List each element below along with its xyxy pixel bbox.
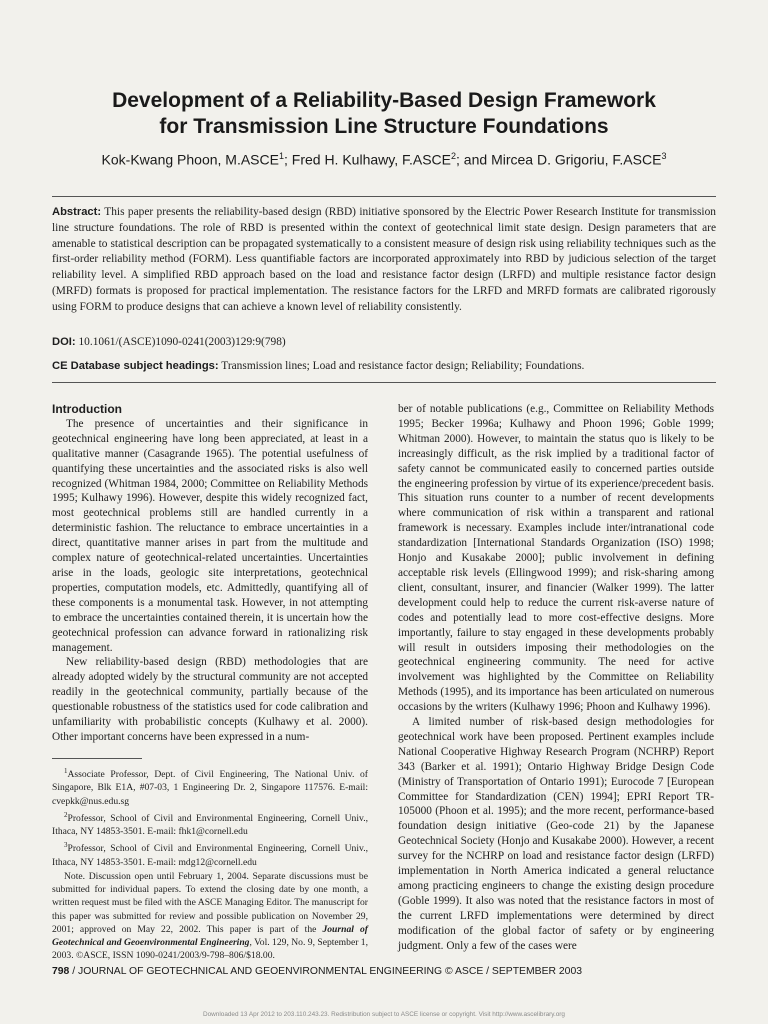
footnote: $^3$Professor, School of Civil and Environmental Engineering, Cornell Univ., Ithaca, NY 14853-3501. E-mail: mdg12@cornell.edu <box>52 841 368 868</box>
author-separator: ; and <box>456 151 492 168</box>
top-divider <box>52 196 716 197</box>
footnote-text: Professor, School of Civil and Environmental Engineering, Cornell Univ., Ithaca, NY 14853-3501. E-mail: mdg12@cornell.edu <box>52 843 368 868</box>
note-text: Note. Discussion open until February 1, 2004. Separate discussions must be submitted for individual papers. To extend the closing date by one month, a written request must be filed with the ASCE Managing Editor. The manuscript for this paper was submitted for review and possible publication on November 29, 2001; approved on May 22, 2002. This paper is part of the <box>52 870 368 935</box>
doi-line <box>52 336 716 348</box>
body-paragraph: New reliability-based design (RBD) methodologies that are already adopted widely by the structural community are not accepted readily in the geotechnical community, partially because of the questionable robustness of the statistics used for code calibration and unfamiliarity with probabilistic concepts (Kulhawy et al. 2000). Other important concerns have been expressed in a num- <box>52 656 368 743</box>
body-paragraph: ber of notable publications (e.g., Committee on Reliability Methods 1995; Becker 1996a; Kulhawy and Phoon 1996; Goble 1999; Whitman 2000). However, to maintain the status quo is likely to be increasingly difficult, as the risk implied by a traditional factor of safety cannot be communicated easily to concerned parties outside the engineering profession by virtue of its experience/precedent basis. This situation runs counter to a number of recent developments where communication of risk within a transparent and rational framework is necessary. Examples include inter/intranational code standardization [International Standards Organization (ISO) 1998; Honjo and Kusakabe 2000]; public involvement in defining acceptable risk levels (Ellingwood 1999); and risk-sharing among client, consultant, insurer, and financier (Walker 1999). The latter development could help to reduce the current risk-averse nature of codes and potentially lead to more cost-effective designs. More importantly, failure to stay engaged in these developments probably will result in outsiders imposing their methodologies on the geotechnical engineering community. The need for active involvement was highlighted by the Committee on Reliability Methods (1995), and its importance has been articulated on numerous occasions by the writers (Kulhawy 1996; Phoon and Kulhawy 1996). <box>398 403 714 714</box>
note-text-end: , Vol. 129, No. 9, September 1, 2003. ©ASCE, ISSN 1090-0241/2003/9-798–806/$18.00. <box>52 937 368 962</box>
editorial-note <box>52 870 368 962</box>
right-column <box>398 402 714 954</box>
title-line-1: Development of a Reliability-Based Design Framework <box>112 89 656 112</box>
download-notice: Downloaded 13 Apr 2012 to 203.110.243.23. Redistribution subject to ASCE license or copyright. Visit http://www.ascelibrary.org <box>203 1011 565 1018</box>
abstract-text: This paper presents the reliability-based design (RBD) initiative sponsored by the Electric Power Research Institute for transmission line structure foundations. The role of RBD is presented within the context of geotechnical limit state design. Design parameters that are amenable to statistical description can be propagated systematically to a consistent measure of design risk using reliability techniques such as the first-order reliability method (FORM). Less quantifiable factors are incorporated approximately into RBD by judicious selection of the target reliability level. A simplified RBD approach based on the load and resistance factor design (LRFD) and multiple resistance factor design (MRFD) formats is proposed for practical implementation. The resistance factors for the LRFD and MRFD formats are calibrated rigorously using FORM to produce designs that can achieve a known level of reliability consistently. <box>52 206 716 313</box>
author-affiliation-mark: 3 <box>661 151 667 161</box>
author-name: Kok-Kwang Phoon, M.ASCE <box>101 151 279 168</box>
left-column <box>52 402 368 745</box>
author-name: Fred H. Kulhawy, F.ASCE <box>291 151 452 168</box>
page-footer <box>52 966 716 977</box>
author-affiliation-mark: 2 <box>451 151 457 161</box>
footnote: $^2$Professor, School of Civil and Environmental Engineering, Cornell Univ., Ithaca, NY 14853-3501. E-mail: fhk1@cornell.edu <box>52 810 368 838</box>
doi-label: DOI: <box>52 336 76 348</box>
body-paragraph: The presence of uncertainties and their significance in geotechnical engineering have long been appreciated, at least in a qualitative manner (Casagrande 1965). The potential usefulness of quantifying these uncertainties and the associated risks is also well recognized (Whitman 1984, 2000; Committee on Reliability Methods 1995; Kulhawy 1996). However, despite this widely recognized fact, most geotechnical problems still are handled currently in a deterministic fashion. The reluctance to embrace uncertainties in a direct, quantitative manner arises in part from the multitude and complex nature of geotechnical-related uncertainties. Uncertainties arise in the loads, geologic site interpretations, geotechnical properties, computation models, etc. Admittedly, quantifying all of these components is a monumental task. However, in not attempting to embrace the uncertainties contained therein, it is uncertain how the geotechnical profession can advance forward in rationalizing risk management. <box>52 417 368 654</box>
journal-name: Journal of Geotechnical and Geoenvironmental Engineering <box>52 923 368 948</box>
body-paragraph: A limited number of risk-based design methodologies for geotechnical work have been proposed. Pertinent examples include National Cooperative Highway Research Program (NCHRP) Report 343 (Barker et al. 1991); Ontario Highway Bridge Design Code (Ministry of Transportation of Ontario 1991); Eurocode 7 [European Committee for Standardization (CEN) 1994]; EPRI Report TR-105000 (Phoon et al. 1995); and the more recent, performance-based foundation design initiative (Geo-code 21) by the Japanese Geotechnical Society (Honjo and Kusakabe 2000). However, a recent survey for the NCHRP on load and resistance factor design (LRFD) implementation in North America indicated a general reluctance among practicing engineers to change the existing design procedure (Goble 1999). It also was noted that the resistance factors in most of the current LRFD implementations were determined by direct modification of the global factor of safety or by engineering judgment. Only a few of the cases were <box>398 716 714 952</box>
abstract-label: Abstract: <box>52 206 102 218</box>
footnotes <box>52 765 368 963</box>
subject-headings <box>52 360 716 372</box>
abstract-bottom-divider <box>52 382 716 383</box>
subject-headings-value: Transmission lines; Load and resistance factor design; Reliability; Foundations. <box>221 360 585 372</box>
section-heading-introduction: Introduction <box>52 402 122 416</box>
page-number: 798 <box>52 966 70 977</box>
footnote: $^1$Associate Professor, Dept. of Civil Engineering, The National Univ. of Singapore, Blk E1A, #07-03, 1 Engineering Dr. 2, Singapore 117576. E-mail: cvepkk@nus.edu.sg <box>52 767 368 807</box>
author-separator: ; <box>283 151 292 168</box>
author-affiliation-mark: 1 <box>278 151 284 161</box>
abstract <box>52 205 716 316</box>
footnote-text: Professor, School of Civil and Environmental Engineering, Cornell Univ., Ithaca, NY 14853-3501. E-mail: fhk1@cornell.edu <box>52 812 368 838</box>
journal-running-footer: / JOURNAL OF GEOTECHNICAL AND GEOENVIRONMENTAL ENGINEERING © ASCE / SEPTEMBER 2003 <box>69 966 583 977</box>
footnote-divider <box>52 758 142 759</box>
subject-headings-label: CE Database subject headings: <box>52 360 219 372</box>
title-line-2: for Transmission Line Structure Foundations <box>159 115 609 138</box>
author-list <box>40 151 728 168</box>
paper-title <box>40 88 728 140</box>
author-name: Mircea D. Grigoriu, F.ASCE <box>491 151 662 168</box>
doi-value: 10.1061/(ASCE)1090-0241(2003)129:9(798) <box>78 336 286 348</box>
footnote-text: Associate Professor, Dept. of Civil Engineering, The National Univ. of Singapore, Blk E1A, #07-03, 1 Engineering Dr. 2, Singapore 117576. E-mail: cvepkk@nus.edu.sg <box>52 769 368 807</box>
